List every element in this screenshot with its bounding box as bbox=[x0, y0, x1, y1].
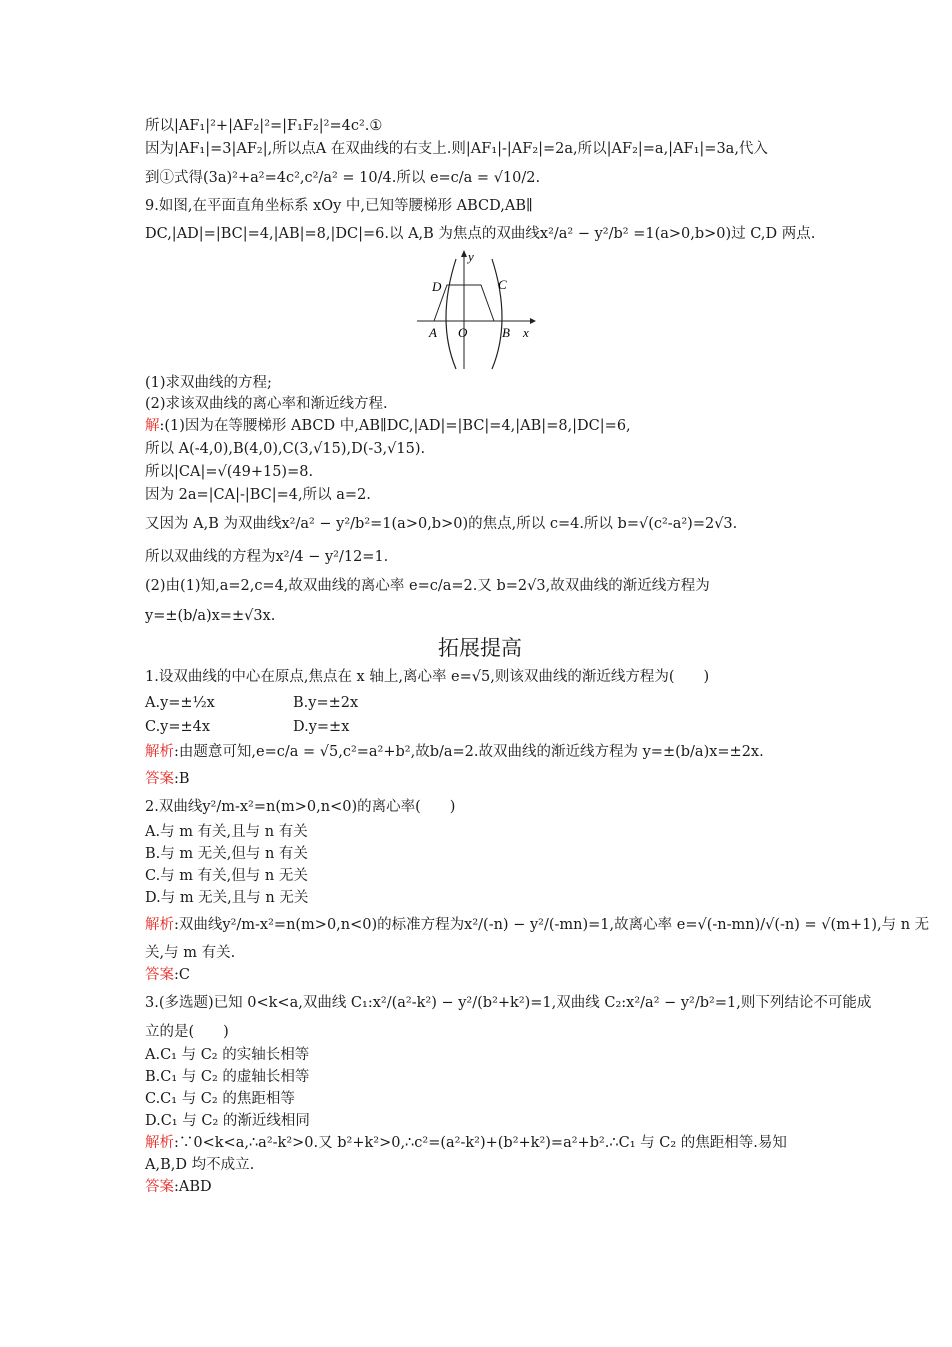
point-d-label: D bbox=[432, 279, 442, 294]
e3-option-d: D.C₁ 与 C₂ 的渐近线相同 bbox=[145, 1113, 310, 1129]
e1-option-b: B.y=±2x bbox=[293, 695, 359, 711]
prev-line-3: 到①式得(3a)²+a²=4c²,c²/a² = 10/4.所以 e=c/a = √10/2. bbox=[145, 170, 541, 186]
e3-option-b: B.C₁ 与 C₂ 的虚轴长相等 bbox=[145, 1069, 310, 1085]
e2-analysis-1: 解析:双曲线y²/m-x²=n(m>0,n<0)的标准方程为x²/(-n) − y²/(-mn)=1,故离心率 e=√(-n-mn)/√(-n) = √(m+1),与 n 无 bbox=[145, 917, 930, 933]
e1-answer: 答案:B bbox=[145, 771, 190, 787]
e3-analysis-1: 解析:∵0<k<a,∴a²-k²>0.又 b²+k²>0,∴c²=(a²-k²)+(b²+k²)=a²+b².∴C₁ 与 C₂ 的焦距相等.易知 bbox=[145, 1135, 787, 1151]
answer-label: 答案 bbox=[145, 967, 174, 983]
q9-solution-7: (2)由(1)知,a=2,c=4,故双曲线的离心率 e=c/a=2.又 b=2√3,故双曲线的渐近线方程为 bbox=[145, 578, 710, 594]
e1-option-a: A.y=±½x bbox=[145, 695, 215, 711]
q9-solution-3: 所以|CA|=√(49+15)=8. bbox=[145, 464, 314, 480]
y-axis-label: y bbox=[468, 249, 474, 264]
q9-stem-1: 9.如图,在平面直角坐标系 xOy 中,已知等腰梯形 ABCD,AB∥ bbox=[145, 198, 533, 214]
e2-option-d: D.与 m 无关,且与 n 无关 bbox=[145, 890, 309, 906]
analysis-label: 解析 bbox=[145, 1135, 174, 1151]
e2-option-a: A.与 m 有关,且与 n 有关 bbox=[145, 824, 308, 840]
point-a-label: A bbox=[429, 325, 437, 340]
e1-option-c: C.y=±4x bbox=[145, 719, 211, 735]
q9-solution-5: 又因为 A,B 为双曲线x²/a² − y²/b²=1(a>0,b>0)的焦点,所以 c=4.所以 b=√(c²-a²)=2√3. bbox=[145, 516, 738, 532]
analysis-label: 解析 bbox=[145, 917, 174, 933]
q9-solution-2: 所以 A(-4,0),B(4,0),C(3,√15),D(-3,√15). bbox=[145, 441, 426, 457]
answer-label: 答案 bbox=[145, 771, 174, 787]
origin-label: O bbox=[458, 325, 468, 340]
prev-line-1: 所以|AF₁|²+|AF₂|²=|F₁F₂|²=4c².① bbox=[145, 118, 383, 134]
point-c-label: C bbox=[498, 277, 507, 292]
right-branch bbox=[492, 259, 502, 369]
hyperbola-figure bbox=[412, 245, 538, 371]
analysis-label: 解析 bbox=[145, 744, 174, 760]
e1-option-d: D.y=±x bbox=[293, 719, 350, 735]
section-title: 拓展提高 bbox=[438, 636, 522, 660]
q9-solution-6: 所以双曲线的方程为x²/4 − y²/12=1. bbox=[145, 549, 389, 565]
e3-question-2: 立的是( ) bbox=[145, 1024, 229, 1040]
e3-analysis-2: A,B,D 均不成立. bbox=[145, 1157, 255, 1173]
e2-question: 2.双曲线y²/m-x²=n(m>0,n<0)的离心率( ) bbox=[145, 799, 456, 815]
e1-analysis: 解析:由题意可知,e=c/a = √5,c²=a²+b²,故b/a=2.故双曲线的渐近线方程为 y=±(b/a)x=±2x. bbox=[145, 744, 764, 760]
q9-solution-4: 因为 2a=|CA|-|BC|=4,所以 a=2. bbox=[145, 487, 371, 503]
x-axis-arrow bbox=[530, 318, 536, 324]
e2-option-c: C.与 m 有关,但与 n 无关 bbox=[145, 868, 308, 884]
q9-solution-8: y=±(b/a)x=±√3x. bbox=[145, 608, 276, 624]
q9-part-1: (1)求双曲线的方程; bbox=[145, 375, 272, 391]
prev-line-2: 因为|AF₁|=3|AF₂|,所以点A 在双曲线的右支上.则|AF₁|-|AF₂|=2a,所以|AF₂|=a,|AF₁|=3a,代入 bbox=[145, 141, 768, 157]
e2-option-b: B.与 m 无关,但与 n 有关 bbox=[145, 846, 308, 862]
solution-label: 解 bbox=[145, 418, 160, 434]
e1-question: 1.设双曲线的中心在原点,焦点在 x 轴上,离心率 e=√5,则该双曲线的渐近线方程为( ) bbox=[145, 669, 710, 685]
e3-question-1: 3.(多选题)已知 0<k<a,双曲线 C₁:x²/(a²-k²) − y²/(b²+k²)=1,双曲线 C₂:x²/a² − y²/b²=1,则下列结论不可能成 bbox=[145, 995, 872, 1011]
e3-option-a: A.C₁ 与 C₂ 的实轴长相等 bbox=[145, 1047, 310, 1063]
left-branch bbox=[446, 259, 456, 369]
q9-solution-1: 解:(1)因为在等腰梯形 ABCD 中,AB∥DC,|AD|=|BC|=4,|AB|=8,|DC|=6, bbox=[145, 418, 631, 434]
e2-analysis-2: 关,与 m 有关. bbox=[145, 945, 236, 961]
e3-answer: 答案:ABD bbox=[145, 1179, 212, 1195]
e3-option-c: C.C₁ 与 C₂ 的焦距相等 bbox=[145, 1091, 295, 1107]
y-axis-arrow bbox=[461, 250, 467, 257]
q9-stem-2: DC,|AD|=|BC|=4,|AB|=8,|DC|=6.以 A,B 为焦点的双曲线x²/a² − y²/b² =1(a>0,b>0)过 C,D 两点. bbox=[145, 226, 816, 242]
x-axis-label: x bbox=[523, 325, 529, 340]
point-b-label: B bbox=[502, 325, 510, 340]
answer-label: 答案 bbox=[145, 1179, 174, 1195]
e2-answer: 答案:C bbox=[145, 967, 190, 983]
q9-part-2: (2)求该双曲线的离心率和渐近线方程. bbox=[145, 396, 388, 412]
